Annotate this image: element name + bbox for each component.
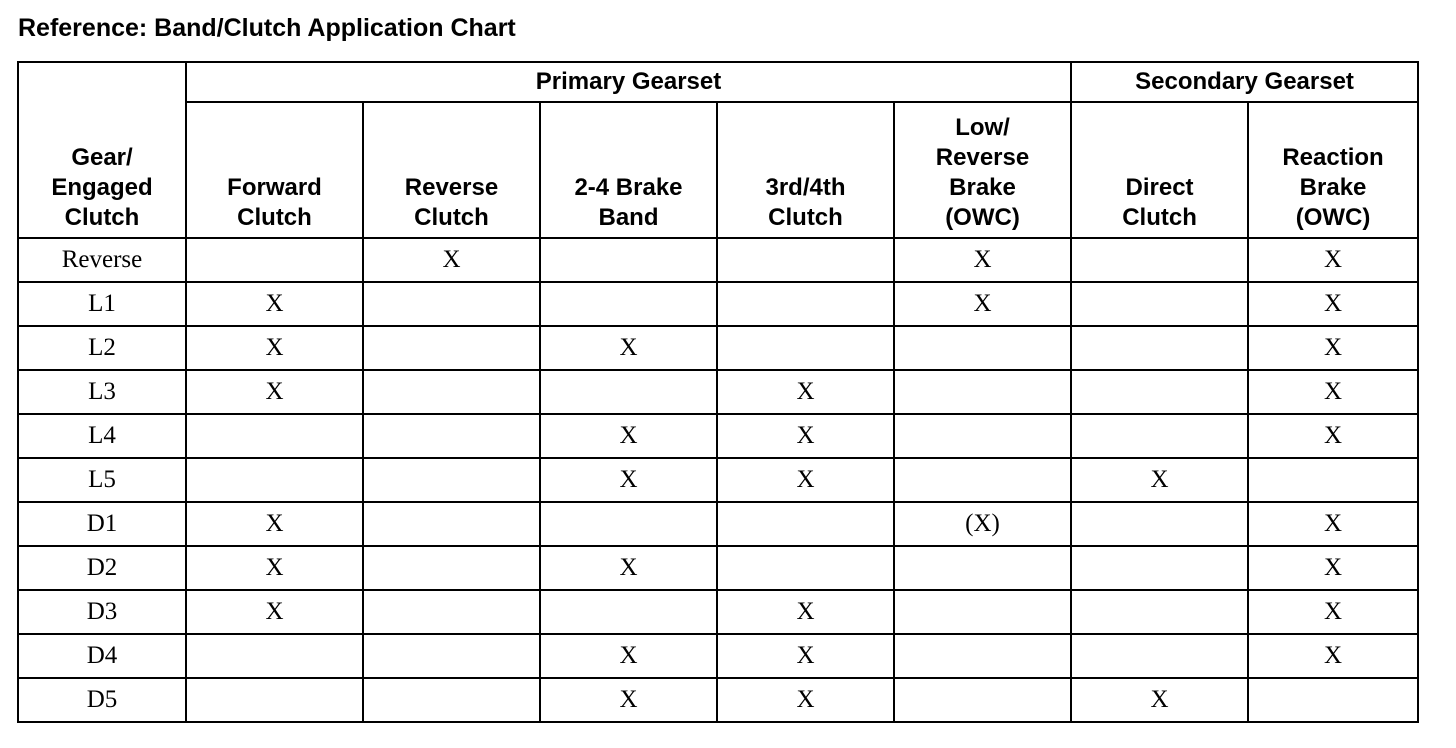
application-cell: X: [363, 238, 540, 282]
application-cell: [717, 238, 894, 282]
application-cell: X: [1248, 238, 1418, 282]
row-header-line: Clutch: [64, 204, 140, 231]
application-cell: X: [186, 590, 363, 634]
gear-cell: D3: [18, 590, 186, 634]
gear-cell: L4: [18, 414, 186, 458]
application-cell: X: [186, 326, 363, 370]
application-cell: X: [1248, 590, 1418, 634]
application-cell: [363, 590, 540, 634]
column-header-forward-clutch: [186, 102, 363, 238]
primary-gearset-header: Primary Gearset: [186, 62, 1071, 102]
application-cell: [717, 326, 894, 370]
application-cell: [186, 634, 363, 678]
application-cell: [1248, 458, 1418, 502]
gear-cell: L1: [18, 282, 186, 326]
application-cell: [1071, 326, 1248, 370]
gear-cell: D4: [18, 634, 186, 678]
application-cell: [363, 678, 540, 722]
row-header-line: Gear/: [71, 144, 133, 171]
application-cell: X: [540, 458, 717, 502]
application-cell: X: [186, 282, 363, 326]
row-header-line: Engaged: [51, 174, 153, 201]
column-header-line: Reverse: [404, 174, 499, 201]
application-cell: [894, 634, 1071, 678]
column-header-3rd-4th-clutch: [717, 102, 894, 238]
column-header-reverse-clutch: [363, 102, 540, 238]
application-cell: [894, 678, 1071, 722]
secondary-gearset-header: Secondary Gearset: [1071, 62, 1418, 102]
application-cell: X: [894, 238, 1071, 282]
application-cell: X: [540, 634, 717, 678]
table-row: [18, 678, 1418, 722]
application-cell: [186, 678, 363, 722]
application-cell: [363, 502, 540, 546]
application-cell: [540, 590, 717, 634]
application-cell: [363, 634, 540, 678]
gear-cell: L2: [18, 326, 186, 370]
application-cell: [1071, 634, 1248, 678]
table-row: [18, 238, 1418, 282]
column-header-line: Reaction: [1282, 144, 1384, 171]
application-cell: [186, 238, 363, 282]
application-cell: X: [1248, 326, 1418, 370]
application-cell: [540, 282, 717, 326]
application-cell: [717, 502, 894, 546]
application-cell: X: [1248, 282, 1418, 326]
column-header-low-reverse-brake: [894, 102, 1071, 238]
column-header-line: Clutch: [237, 204, 312, 231]
application-cell: [1071, 590, 1248, 634]
column-header-line: Forward: [227, 174, 322, 201]
application-cell: [894, 414, 1071, 458]
table-row: [18, 502, 1418, 546]
application-cell: X: [717, 458, 894, 502]
application-cell: [540, 238, 717, 282]
column-header-line: (OWC): [1295, 204, 1371, 231]
column-header-line: 3rd/4th: [765, 174, 846, 201]
application-cell: X: [1071, 458, 1248, 502]
application-cell: [1071, 282, 1248, 326]
column-header-line: Reverse: [935, 144, 1030, 171]
column-header-line: Brake: [949, 174, 1016, 201]
application-cell: X: [1248, 634, 1418, 678]
table-row: [18, 546, 1418, 590]
application-cell: [540, 502, 717, 546]
gear-cell: D1: [18, 502, 186, 546]
application-cell: X: [186, 546, 363, 590]
application-cell: [894, 370, 1071, 414]
application-cell: X: [540, 414, 717, 458]
application-cell: X: [1248, 370, 1418, 414]
application-cell: X: [717, 370, 894, 414]
table-row: [18, 414, 1418, 458]
application-cell: [186, 458, 363, 502]
application-cell: [894, 590, 1071, 634]
column-header-2-4-brake-band: [540, 102, 717, 238]
application-cell: [186, 414, 363, 458]
application-cell: [1071, 502, 1248, 546]
application-cell: X: [540, 326, 717, 370]
application-cell: [363, 370, 540, 414]
application-cell: [1071, 370, 1248, 414]
gear-cell: Reverse: [18, 238, 186, 282]
application-cell: [1071, 238, 1248, 282]
application-cell: [1071, 546, 1248, 590]
column-header-line: Clutch: [414, 204, 489, 231]
application-cell: [1071, 414, 1248, 458]
application-cell: [363, 458, 540, 502]
application-cell: X: [186, 370, 363, 414]
application-cell: [540, 370, 717, 414]
column-header-line: Brake: [1299, 174, 1367, 201]
application-cell: [363, 282, 540, 326]
column-header-line: Clutch: [768, 204, 843, 231]
application-cell: X: [717, 634, 894, 678]
table-row: [18, 590, 1418, 634]
application-cell: (X): [894, 502, 1071, 546]
application-cell: [1248, 678, 1418, 722]
column-header-row: [18, 102, 1418, 238]
application-cell: X: [1248, 546, 1418, 590]
application-cell: [717, 546, 894, 590]
gear-cell: D5: [18, 678, 186, 722]
application-cell: [363, 326, 540, 370]
application-cell: X: [894, 282, 1071, 326]
column-header-direct-clutch: [1071, 102, 1248, 238]
column-header-line: 2-4 Brake: [574, 174, 683, 201]
application-cell: X: [717, 678, 894, 722]
column-header-line: Direct: [1125, 174, 1194, 201]
band-clutch-application-table: [17, 61, 1419, 723]
application-cell: [717, 282, 894, 326]
group-header-row: [18, 62, 1418, 102]
application-cell: X: [540, 678, 717, 722]
application-cell: X: [1248, 414, 1418, 458]
column-header-reaction-brake: [1248, 102, 1418, 238]
column-header-line: (OWC): [945, 204, 1020, 231]
gear-cell: D2: [18, 546, 186, 590]
application-cell: X: [540, 546, 717, 590]
page-title: Reference: Band/Clutch Application Chart: [18, 14, 516, 42]
application-cell: X: [717, 590, 894, 634]
column-header-line: Low/: [955, 114, 1010, 141]
table-body: [18, 238, 1418, 722]
application-cell: X: [186, 502, 363, 546]
application-cell: [894, 546, 1071, 590]
table-row: [18, 458, 1418, 502]
application-cell: [894, 326, 1071, 370]
application-cell: [894, 458, 1071, 502]
application-cell: X: [1248, 502, 1418, 546]
application-cell: X: [717, 414, 894, 458]
table-row: [18, 326, 1418, 370]
application-cell: X: [1071, 678, 1248, 722]
row-header-cell: [18, 62, 186, 238]
gear-cell: L5: [18, 458, 186, 502]
table-row: [18, 370, 1418, 414]
gear-cell: L3: [18, 370, 186, 414]
application-cell: [363, 546, 540, 590]
column-header-line: Band: [598, 204, 659, 231]
table-row: [18, 282, 1418, 326]
table-row: [18, 634, 1418, 678]
application-cell: [363, 414, 540, 458]
column-header-line: Clutch: [1122, 204, 1197, 231]
